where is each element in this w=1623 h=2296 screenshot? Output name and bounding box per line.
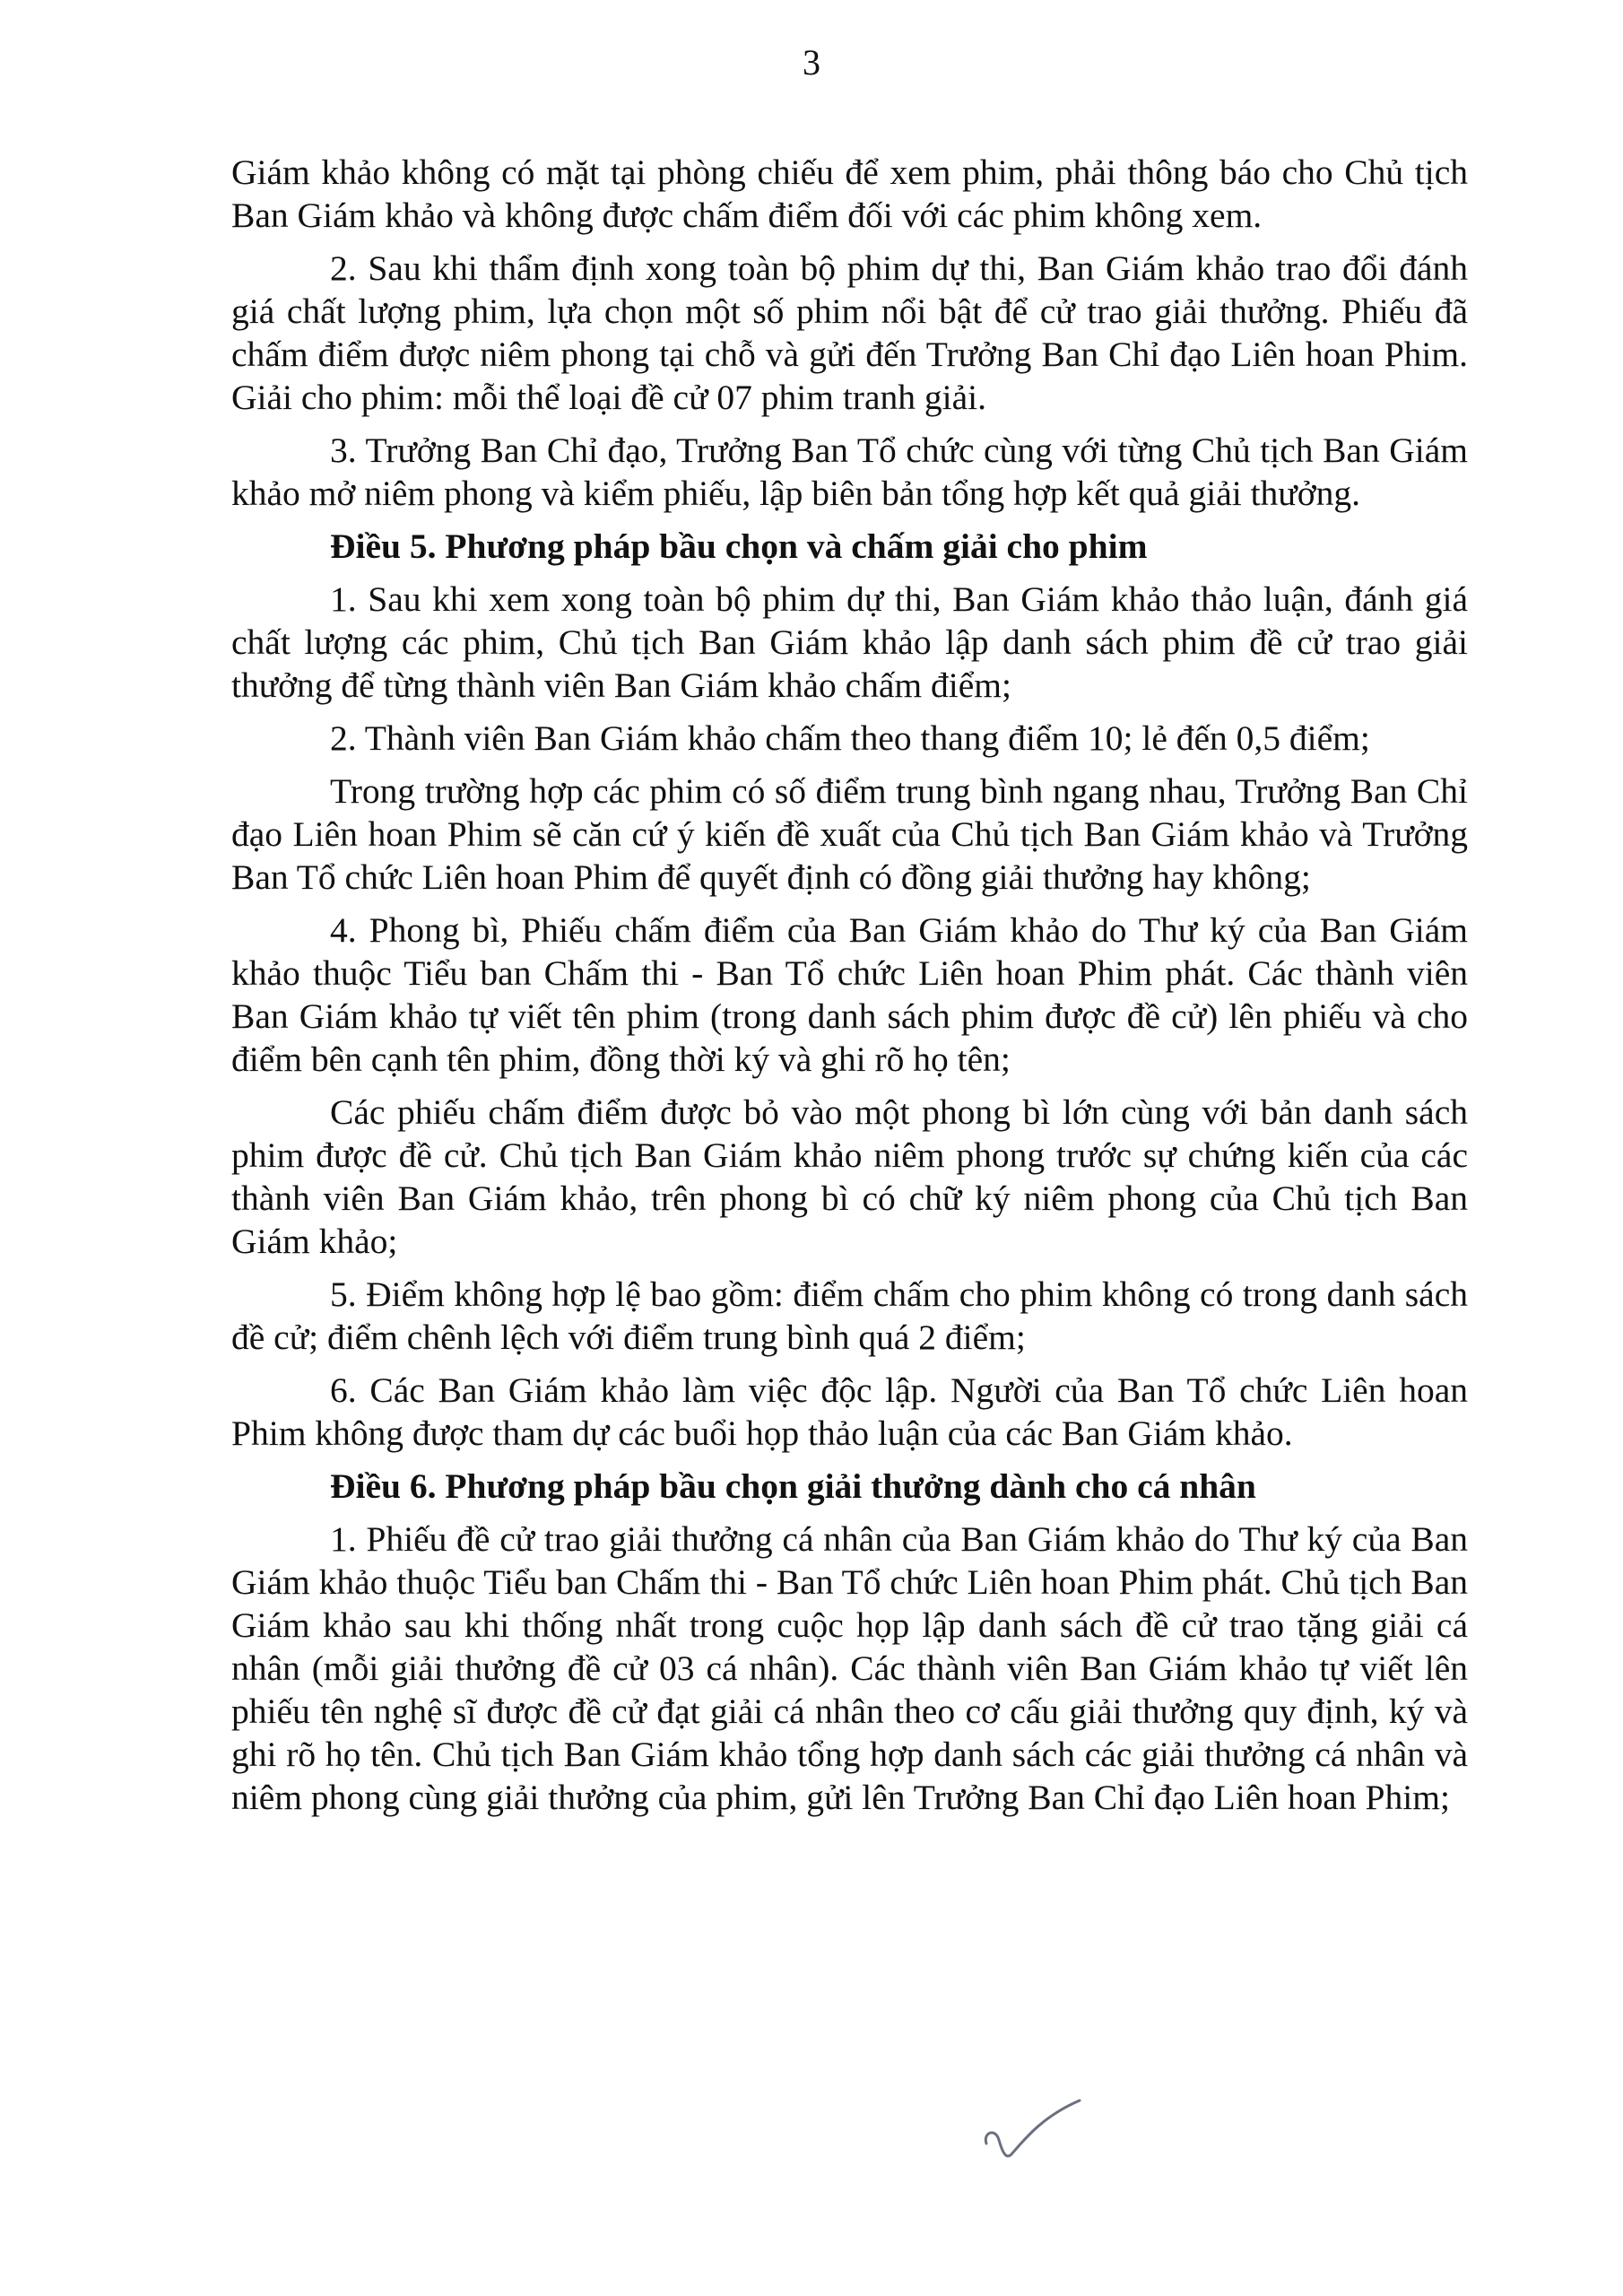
paragraph: 1. Phiếu đề cử trao giải thưởng cá nhân của Ban Giám khảo do Thư ký của Ban Giám khảo thuộc Tiểu ban Chấm thi - Ban Tổ chức Liên hoan Phim phát. Chủ tịch Ban Giám khảo sau khi thống nhất trong cuộc họp lập danh sách đề cử trao tặng giải cá nhân (mỗi giải thưởng đề cử 03 cá nhân). Các thành viên Ban Giám khảo tự viết lên phiếu tên nghệ sĩ được đề cử đạt giải cá nhân theo cơ cấu giải thưởng quy định, ký và ghi rõ họ tên. Chủ tịch Ban Giám khảo tổng hợp danh sách các giải thưởng cá nhân và niêm phong cùng giải thưởng của phim, gửi lên Trưởng Ban Chỉ đạo Liên hoan Phim; <box>231 1519 1468 1817</box>
paragraph: 1. Sau khi xem xong toàn bộ phim dự thi, Ban Giám khảo thảo luận, đánh giá chất lượng các phim, Chủ tịch Ban Giám khảo lập danh sách phim đề cử trao giải thưởng để từng thành viên Ban Giám khảo chấm điểm; <box>231 579 1468 705</box>
paragraph: 2. Sau khi thẩm định xong toàn bộ phim dự thi, Ban Giám khảo trao đổi đánh giá chất lượng phim, lựa chọn một số phim nổi bật để cử trao giải thưởng. Phiếu đã chấm điểm được niêm phong tại chỗ và gửi đến Trưởng Ban Chỉ đạo Liên hoan Phim. Giải cho phim: mỗi thể loại đề cử 07 phim tranh giải. <box>231 248 1468 417</box>
paragraph: 6. Các Ban Giám khảo làm việc độc lập. Người của Ban Tổ chức Liên hoan Phim không được tham dự các buổi họp thảo luận của các Ban Giám khảo. <box>231 1370 1468 1453</box>
page-number: 3 <box>803 42 820 83</box>
handwritten-initial-icon <box>979 2097 1087 2169</box>
paragraph: 5. Điểm không hợp lệ bao gồm: điểm chấm cho phim không có trong danh sách đề cử; điểm chênh lệch với điểm trung bình quá 2 điểm; <box>231 1274 1468 1357</box>
paragraph: 2. Thành viên Ban Giám khảo chấm theo thang điểm 10; lẻ đến 0,5 điểm; <box>330 718 1370 758</box>
paragraph: Giám khảo không có mặt tại phòng chiếu để xem phim, phải thông báo cho Chủ tịch Ban Giám khảo và không được chấm điểm đối với các phim không xem. <box>231 152 1468 235</box>
document-body <box>231 151 1468 1829</box>
paragraph: 3. Trưởng Ban Chỉ đạo, Trưởng Ban Tổ chức cùng với từng Chủ tịch Ban Giám khảo mở niêm phong và kiểm phiếu, lập biên bản tổng hợp kết quả giải thưởng. <box>231 430 1468 513</box>
paragraph: Trong trường hợp các phim có số điểm trung bình ngang nhau, Trưởng Ban Chỉ đạo Liên hoan Phim sẽ căn cứ ý kiến đề xuất của Chủ tịch Ban Giám khảo và Trưởng Ban Tổ chức Liên hoan Phim để quyết định có đồng giải thưởng hay không; <box>231 771 1468 897</box>
article-6-heading: Điều 6. Phương pháp bầu chọn giải thưởng dành cho cá nhân <box>330 1466 1256 1506</box>
paragraph: Các phiếu chấm điểm được bỏ vào một phong bì lớn cùng với bản danh sách phim được đề cử. Chủ tịch Ban Giám khảo niêm phong trước sự chứng kiến của các thành viên Ban Giám khảo, trên phong bì có chữ ký niêm phong của Chủ tịch Ban Giám khảo; <box>231 1092 1468 1261</box>
article-5-heading: Điều 5. Phương pháp bầu chọn và chấm giải cho phim <box>330 526 1148 566</box>
paragraph: 4. Phong bì, Phiếu chấm điểm của Ban Giám khảo do Thư ký của Ban Giám khảo thuộc Tiểu ban Chấm thi - Ban Tổ chức Liên hoan Phim phát. Các thành viên Ban Giám khảo tự viết tên phim (trong danh sách phim được đề cử) lên phiếu và cho điểm bên cạnh tên phim, đồng thời ký và ghi rõ họ tên; <box>231 910 1468 1079</box>
